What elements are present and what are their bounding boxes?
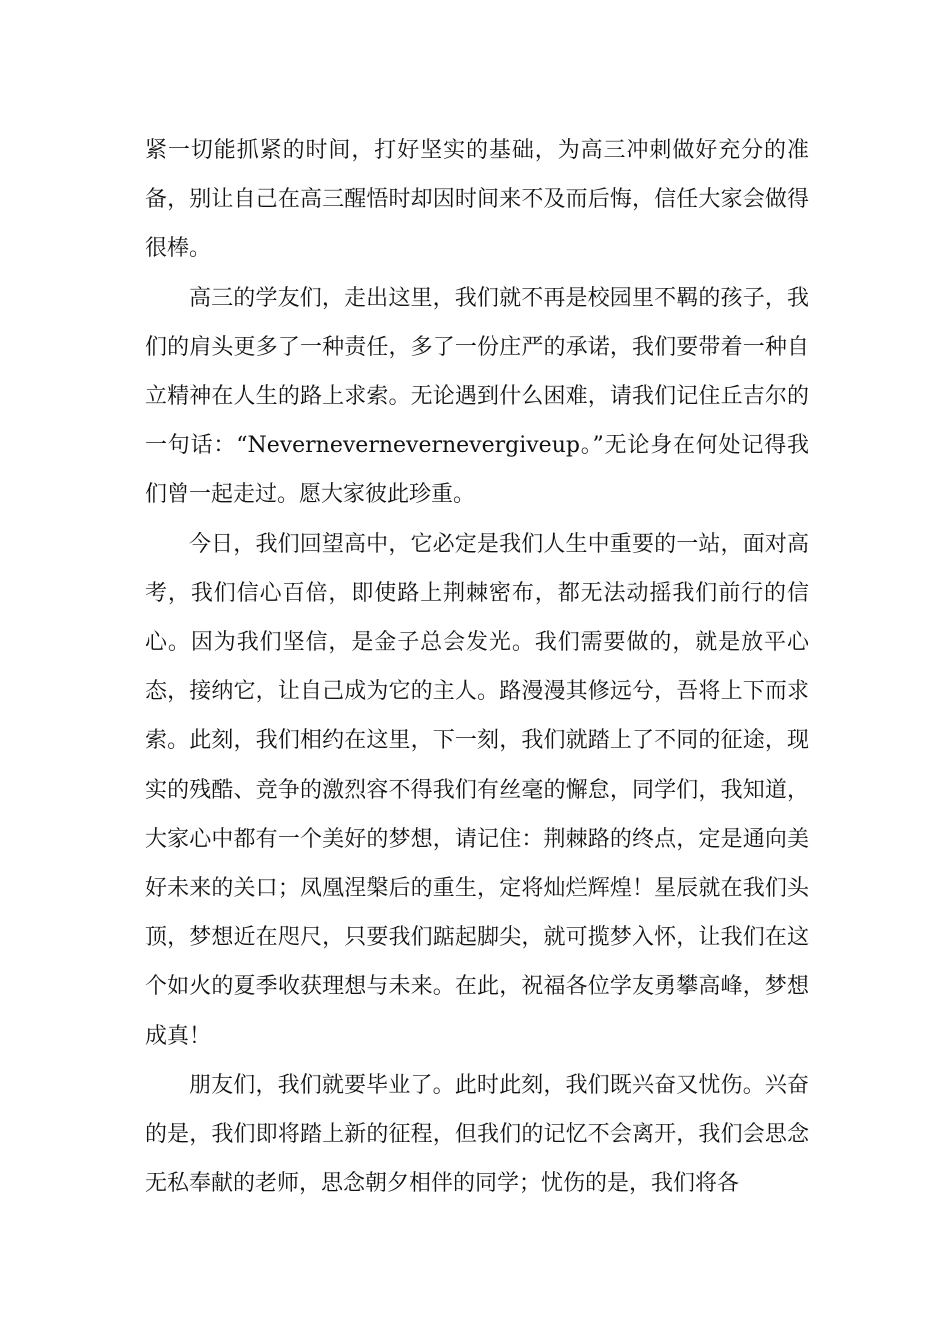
paragraph-senior-classmates: 高三的学友们，走出这里，我们就不再是校园里不羁的孩子，我们的肩头更多了一种责任，多了一份庄严的承诺，我们要带着一种自立精神在人生的路上求索。无论遇到什么困难，请我们记住丘吉尔的一句话：“Nevernevernevernevergiveup。”无论身在何处记得我们曾一起走过。愿大家彼此珍重。: [145, 285, 809, 508]
document-body: [145, 126, 809, 1208]
paragraph-looking-back: 今日，我们回望高中，它必定是我们人生中重要的一站，面对高考，我们信心百倍，即使路上荆棘密布，都无法动摇我们前行的信心。因为我们坚信，是金子总会发光。我们需要做的，就是放平心态，接纳它，让自己成为它的主人。路漫漫其修远兮，吾将上下而求索。此刻，我们相约在这里，下一刻，我们就踏上了不同的征途，现实的残酷、竞争的激烈容不得我们有丝毫的懈怠，同学们，我知道，大家心中都有一个美好的梦想，请记住：荆棘路的终点，定是通向美好未来的关口；凤凰涅槃后的重生，定将灿烂辉煌！星辰就在我们头顶，梦想近在咫尺，只要我们踮起脚尖，就可揽梦入怀，让我们在这个如火的夏季收获理想与未来。在此，祝福各位学友勇攀高峰，梦想成真！: [145, 531, 809, 1049]
paragraph-continuation: 紧一切能抓紧的时间，打好坚实的基础，为高三冲刺做好充分的准备，别让自己在高三醒悟时却因时间来不及而后悔，信任大家会做得很棒。: [145, 138, 809, 262]
paragraph-graduation: 朋友们，我们就要毕业了。此时此刻，我们既兴奋又忧伤。兴奋的是，我们即将踏上新的征程，但我们的记忆不会离开，我们会思念无私奉献的老师，思念朝夕相伴的同学；忧伤的是，我们将各: [145, 1072, 809, 1197]
